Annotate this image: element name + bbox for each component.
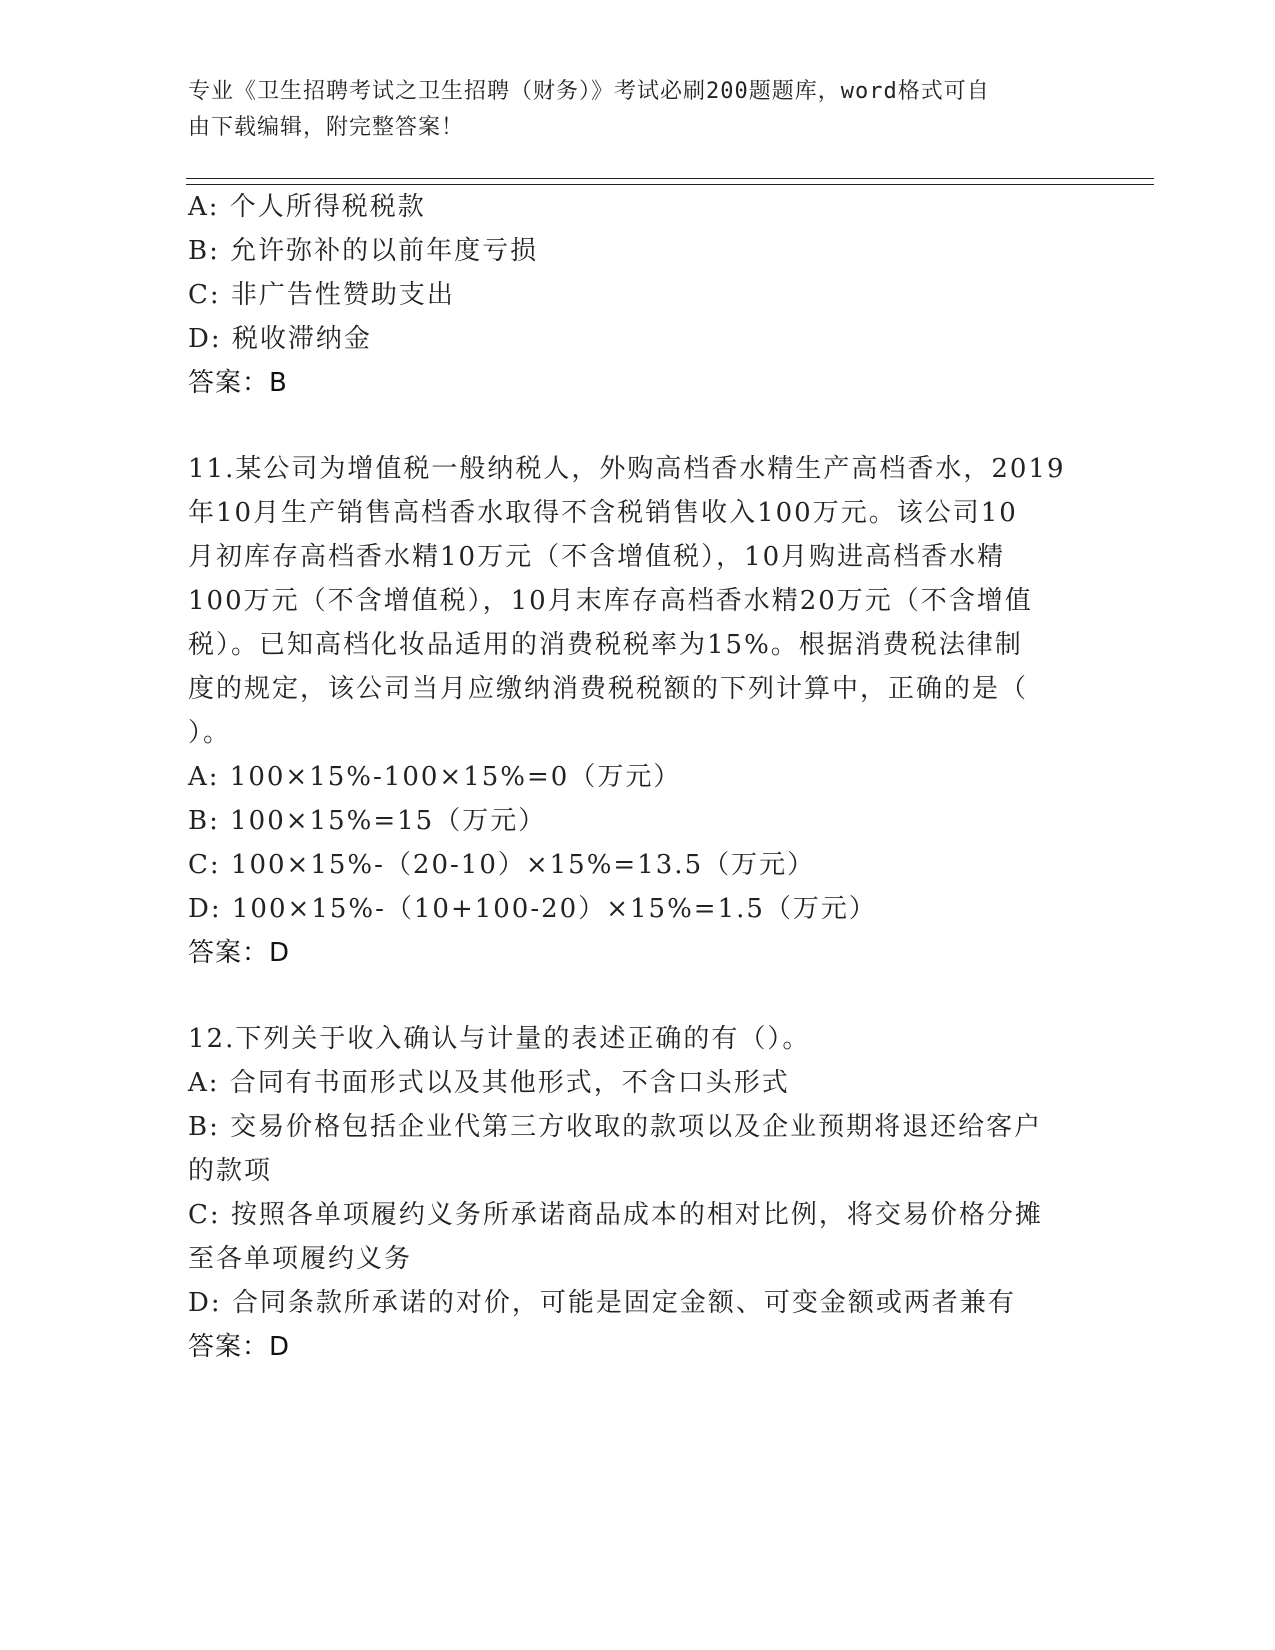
header-divider-bottom xyxy=(186,184,1154,185)
q10-option-c: C: 非广告性赞助支出 xyxy=(188,280,455,310)
q11-option-b: B: 100×15%=15（万元） xyxy=(188,806,547,836)
q10-option-b: B: 允许弥补的以前年度亏损 xyxy=(188,236,539,266)
document-header xyxy=(188,74,1088,146)
q11-stem-line: 度的规定，该公司当月应缴纳消费税税额的下列计算中，正确的是（ xyxy=(188,674,1029,704)
q11-stem-line: 税）。已知高档化妆品适用的消费税税率为15%。根据消费税法律制 xyxy=(188,630,1023,660)
q12-option-a: A: 合同有书面形式以及其他形式，不含口头形式 xyxy=(188,1068,790,1098)
q12-option-b-line: B: 交易价格包括企业代第三方收取的款项以及企业预期将退还给客户 xyxy=(188,1112,1043,1142)
q11-option-d: D: 100×15%-（10+100-20）×15%=1.5（万元） xyxy=(188,894,877,924)
q11-stem-line: 11.某公司为增值税一般纳税人，外购高档香水精生产高档香水，2019 xyxy=(188,454,1066,484)
q12-stem: 12.下列关于收入确认与计量的表述正确的有（）。 xyxy=(188,1024,811,1054)
q10-option-a: A: 个人所得税税款 xyxy=(188,192,426,222)
q11-stem-line: 100万元（不含增值税），10月末库存高档香水精20万元（不含增值 xyxy=(188,586,1033,616)
q11-stem-line: ）。 xyxy=(188,718,232,748)
q12-option-d: D: 合同条款所承诺的对价，可能是固定金额、可变金额或两者兼有 xyxy=(188,1288,1016,1318)
q11-answer: 答案：D xyxy=(188,938,291,968)
header-line-1: 专业《卫生招聘考试之卫生招聘（财务）》考试必刷200题题库，word格式可自 xyxy=(188,79,990,104)
q12-option-c-line: 至各单项履约义务 xyxy=(188,1244,413,1274)
q12-option-b-line: 的款项 xyxy=(188,1156,273,1186)
q11-stem-line: 年10月生产销售高档香水取得不含税销售收入100万元。该公司10 xyxy=(188,498,1018,528)
q10-option-d: D: 税收滞纳金 xyxy=(188,324,372,354)
header-divider-top xyxy=(186,178,1154,179)
q11-stem-line: 月初库存高档香水精10万元（不含增值税），10月购进高档香水精 xyxy=(188,542,1006,572)
q12-answer: 答案：D xyxy=(188,1332,291,1362)
header-line-2: 由下载编辑，附完整答案！ xyxy=(188,115,465,140)
q10-answer: 答案：B xyxy=(188,368,288,398)
q11-option-a: A: 100×15%-100×15%=0（万元） xyxy=(188,762,682,792)
q12-option-c-line: C: 按照各单项履约义务所承诺商品成本的相对比例，将交易价格分摊 xyxy=(188,1200,1043,1230)
q11-option-c: C: 100×15%-（20-10）×15%=13.5（万元） xyxy=(188,850,816,880)
